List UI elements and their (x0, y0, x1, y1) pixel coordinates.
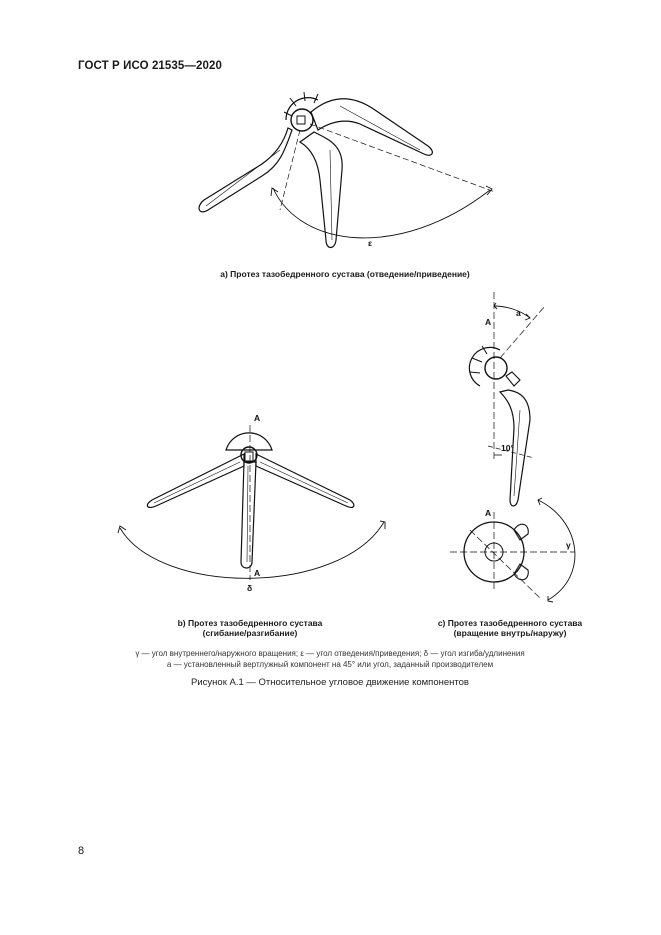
figure-c-caption-line2: (вращение внутрь/наружу) (453, 628, 567, 638)
figure-c-caption-line1: c) Протез тазобедренного сустава (437, 618, 583, 628)
figure-c-axis-lower-label: A (485, 508, 492, 518)
figure-b-caption-line1: b) Протез тазобедренного сустава (177, 618, 323, 628)
figure-b-caption-line2: (сгибание/разгибание) (202, 628, 298, 638)
figure-b-axis-top-label: A (254, 413, 261, 423)
figure-c-top-drawing (469, 292, 545, 506)
figure-b-caption (130, 618, 370, 638)
figure-legend (60, 648, 600, 670)
figure-a-caption: a) Протез тазобедренного сустава (отведение/приведение) (220, 269, 470, 279)
figure-c-axis-top-label: A (485, 317, 492, 327)
figure-c-angle-a-label: a (516, 308, 521, 318)
legend-line-1: γ — угол внутреннего/наружного вращения; ε — угол отведения/приведения; δ — угол изгиба/удлинения (135, 649, 525, 658)
legend-line-2: a — установленный вертлужный компонент на 45° или угол, заданный производителем (166, 660, 494, 669)
figure-c-gamma-label: γ (566, 540, 571, 550)
figure-b-axis-bottom-label: A (254, 568, 261, 578)
figure-c-bottom-drawing (450, 498, 575, 602)
figure-a-epsilon-label: ε (368, 238, 373, 248)
figure-c-angle-10-label: 10° (501, 443, 514, 453)
figure-b-delta-label: δ (247, 583, 253, 593)
figure-c-caption (390, 618, 630, 638)
document-header: ГОСТ Р ИСО 21535—2020 (78, 60, 223, 72)
figure-b-drawing (118, 425, 385, 580)
figure-title: Рисунок А.1 — Относительное угловое движение компонентов (191, 677, 469, 688)
page-number: 8 (78, 845, 85, 857)
figure-a-drawing (199, 92, 495, 248)
